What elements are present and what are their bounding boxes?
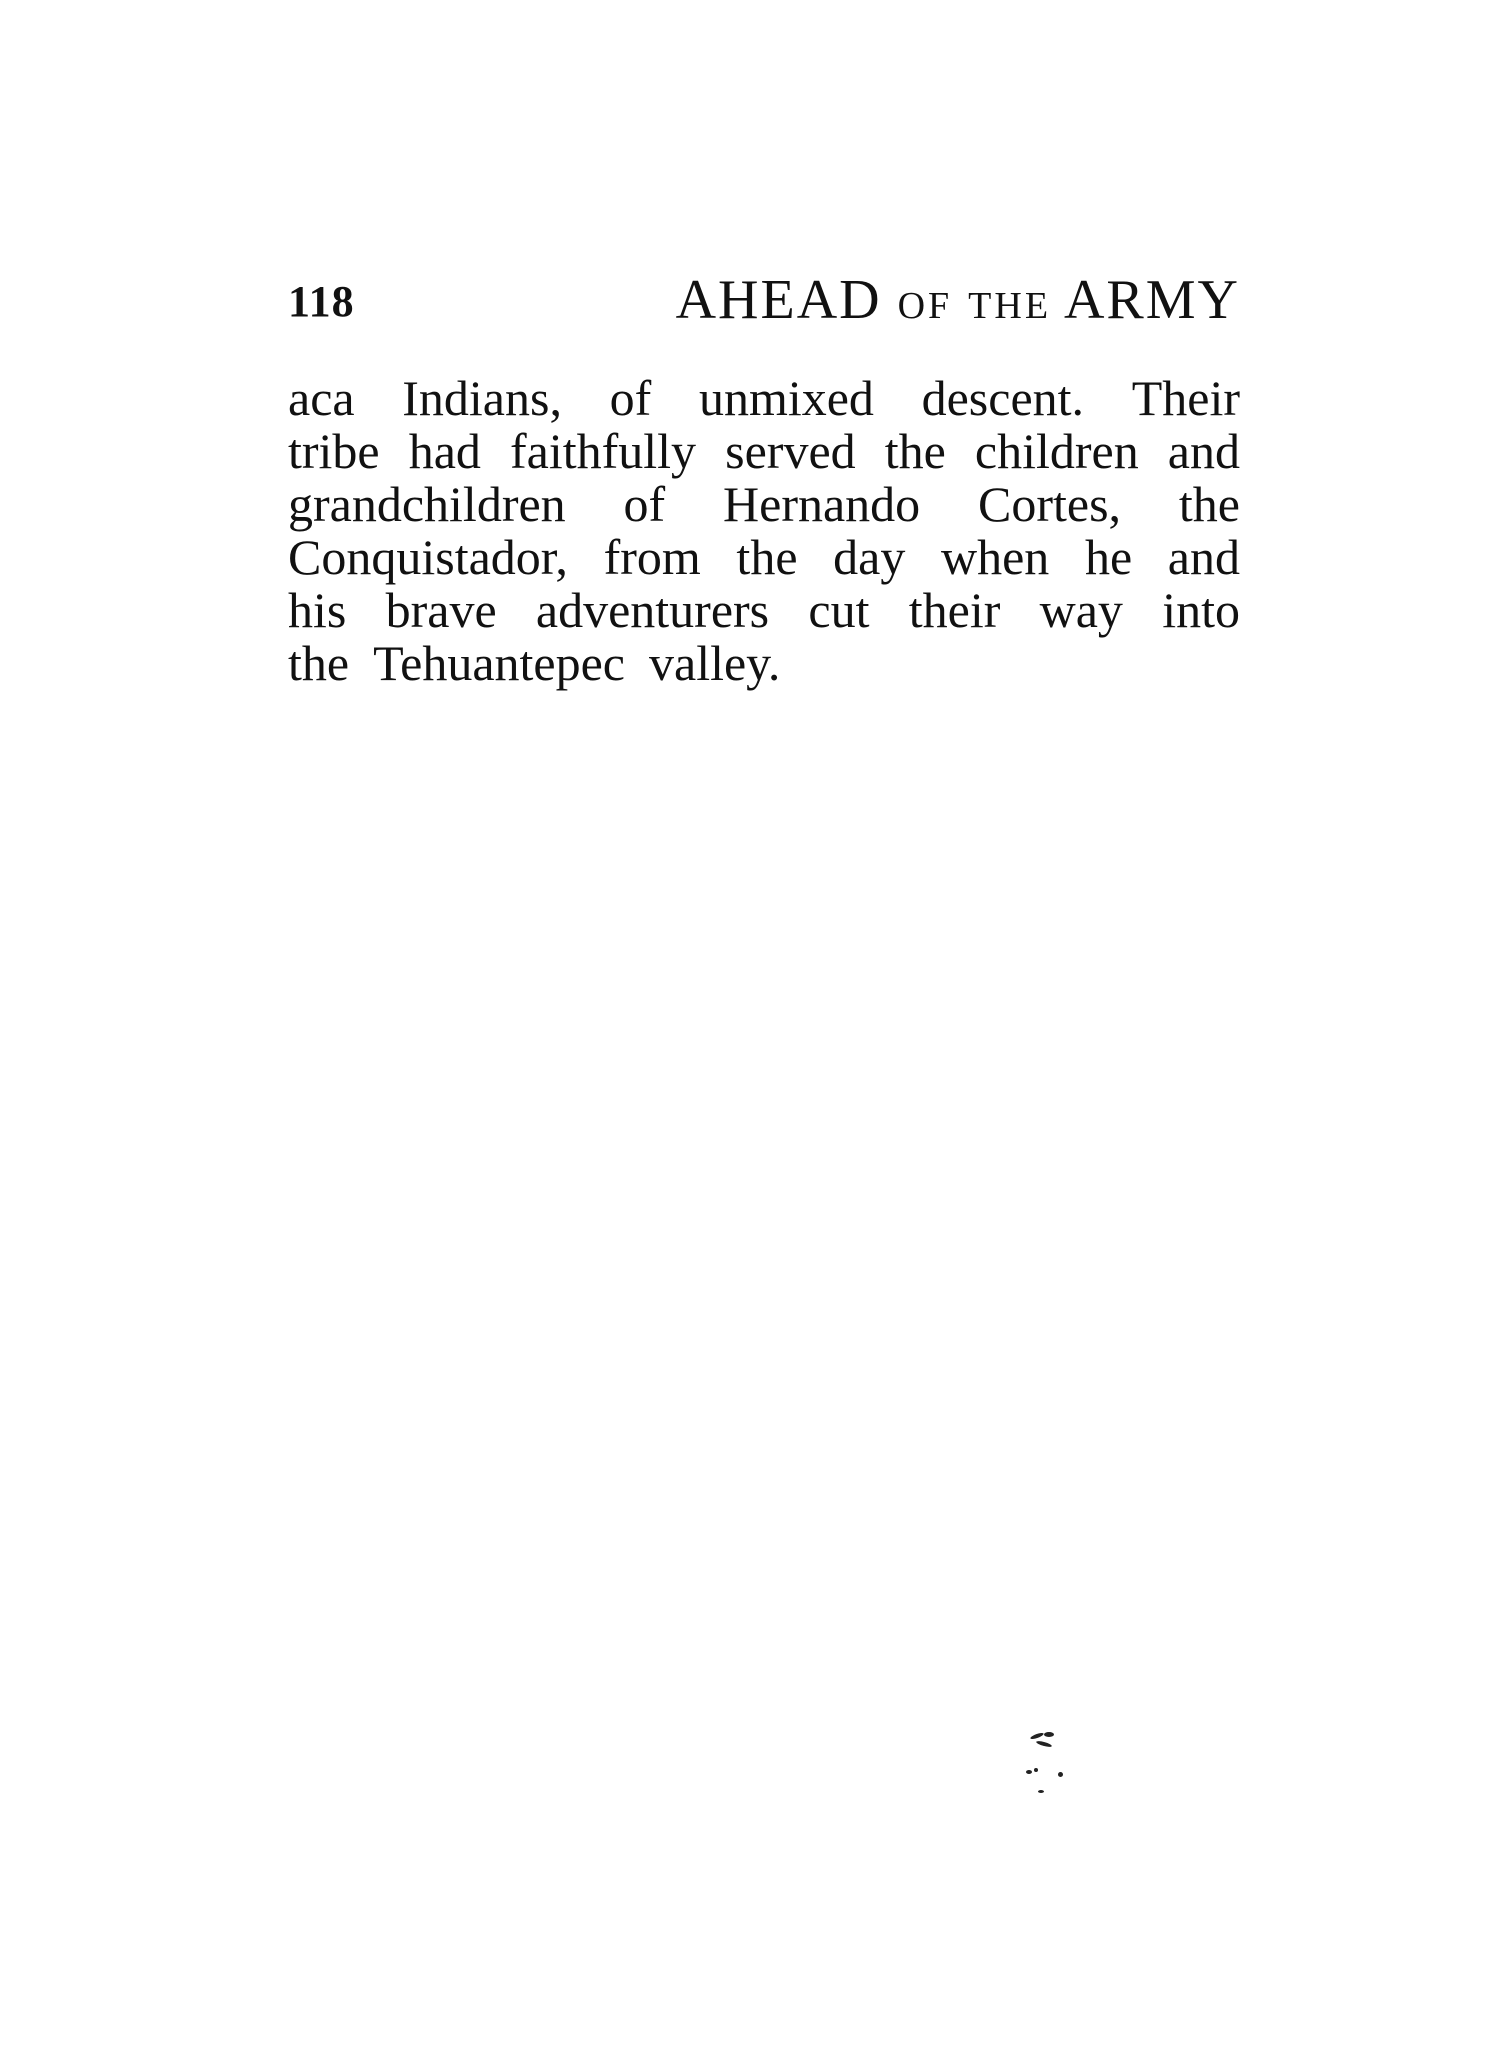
word: valley.: [649, 635, 781, 691]
word: the: [1178, 476, 1240, 532]
word: unmixed: [698, 370, 874, 426]
word: children: [974, 423, 1139, 479]
word: the: [288, 635, 350, 691]
word: cut: [808, 582, 870, 638]
word: he: [1084, 529, 1133, 585]
word: adventurers: [535, 582, 770, 638]
text-line: [288, 584, 1240, 637]
running-title: [676, 268, 1240, 332]
body-paragraph: [288, 372, 1240, 690]
word: brave: [385, 582, 497, 638]
word: way: [1039, 582, 1123, 638]
word: Hernando: [723, 476, 921, 532]
running-head: [288, 268, 1240, 338]
word: from: [603, 529, 701, 585]
word: Cortes,: [978, 476, 1122, 532]
word: the: [884, 423, 946, 479]
text-line: [288, 372, 1240, 425]
word: served: [725, 423, 856, 479]
speck-mark: [1034, 1768, 1038, 1772]
speck-mark: [1044, 1732, 1054, 1737]
speck-mark: [1058, 1772, 1063, 1777]
text-line: [288, 478, 1240, 531]
word: descent.: [921, 370, 1085, 426]
text-line: [288, 425, 1240, 478]
speck-mark: [1030, 1732, 1045, 1741]
word: of: [623, 476, 666, 532]
word: and: [1167, 529, 1240, 585]
scan-specks: [1024, 1730, 1084, 1820]
speck-mark: [1026, 1770, 1032, 1774]
word: the: [736, 529, 798, 585]
running-title-word: AHEAD: [675, 269, 882, 331]
speck-mark: [1036, 1740, 1052, 1748]
word: of: [609, 370, 652, 426]
running-title-word: OF: [897, 285, 953, 327]
word: his: [288, 582, 347, 638]
running-title-word: ARMY: [1063, 269, 1240, 331]
word: into: [1162, 582, 1240, 638]
word: Tehuantepec: [373, 635, 625, 691]
word: grandchildren: [288, 476, 566, 532]
word: and: [1167, 423, 1240, 479]
word: faithfully: [510, 423, 697, 479]
running-title-word: THE: [968, 285, 1052, 327]
text-line: [288, 637, 1240, 690]
word: Their: [1131, 370, 1240, 426]
word: when: [941, 529, 1050, 585]
word: day: [833, 529, 906, 585]
text-line: [288, 531, 1240, 584]
word: Conquistador,: [288, 529, 568, 585]
word: aca: [288, 370, 355, 426]
page-number: 118: [288, 277, 355, 326]
speck-mark: [1038, 1790, 1044, 1793]
word: had: [408, 423, 481, 479]
word: tribe: [288, 423, 380, 479]
word: Indians,: [402, 370, 562, 426]
word: their: [908, 582, 1001, 638]
